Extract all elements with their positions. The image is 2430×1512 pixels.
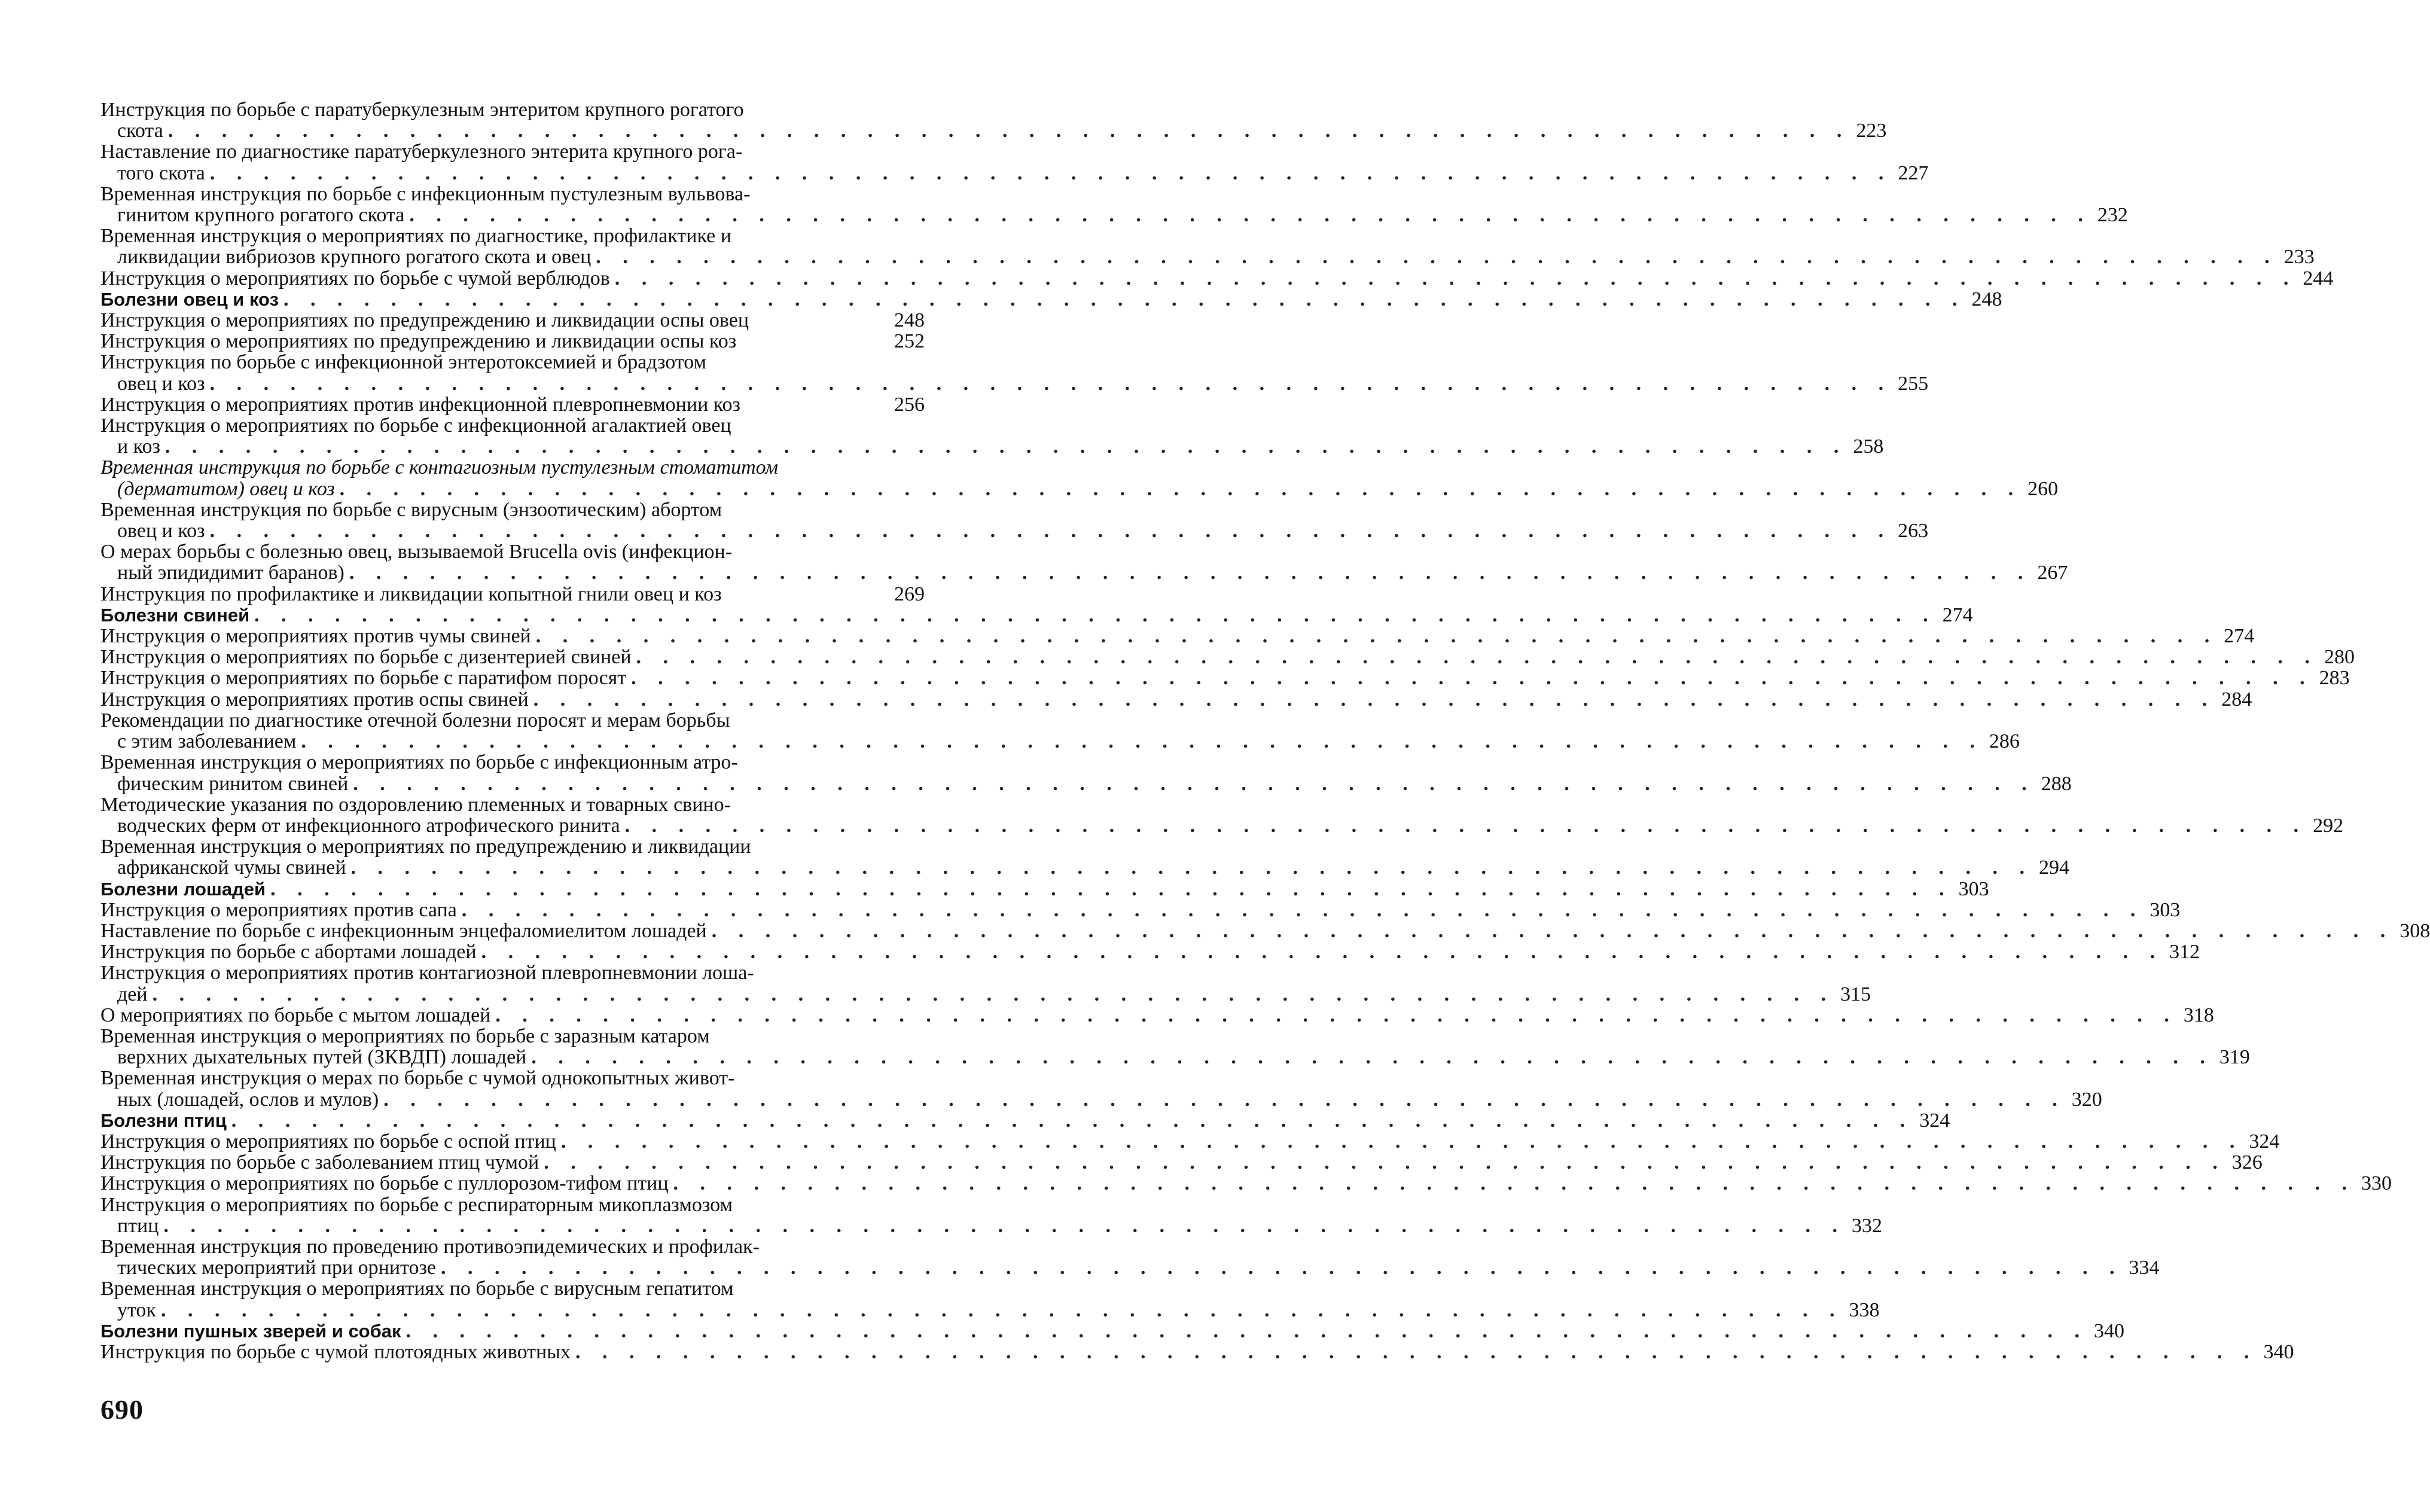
toc-entry-title: Инструкция о мероприятиях по предупреждению и ликвидации оспы овец bbox=[100, 309, 749, 332]
dot-leader: . . . . . . . . . . . . . . . . . . . . . . . . . . . . . . . . . . . . . . . . . . . . . . . . . . . . . . . . . . . . . . . bbox=[531, 1046, 2213, 1069]
section-title: Болезни овец и коз bbox=[100, 288, 279, 310]
toc-page-number: 286 bbox=[1989, 730, 2020, 753]
dot-leader: . . . . . . . . . . . . . . . . . . . . . . . . . . . . . . . . . . . . . . . . . . . . . . . . . . . . . . . . . . . . . . . bbox=[636, 646, 2319, 669]
toc-section-heading bbox=[100, 877, 1989, 900]
toc-page-number: 260 bbox=[2027, 477, 2059, 500]
toc-entry bbox=[100, 541, 2068, 584]
toc-page-number: 248 bbox=[1971, 288, 2002, 310]
toc-page-number: 252 bbox=[894, 330, 925, 353]
toc-entry-title-line: Инструкция о мероприятиях по борьбе с инфекционной агалактией овец bbox=[100, 414, 731, 437]
toc-entry bbox=[100, 646, 2355, 669]
toc-entry-title: Инструкция по борьбе с заболеванием птиц чумой bbox=[100, 1151, 539, 1174]
toc-entry bbox=[100, 688, 2252, 711]
dot-leader: . . . . . . . . . . . . . . . . . . . . . . . . . . . . . . . . . . . . . . . . . . . . . . . . . . . . . . . . . . . . . . . bbox=[349, 562, 2032, 584]
toc-entry bbox=[100, 625, 2255, 648]
dot-leader: . . . . . . . . . . . . . . . . . . . . . . . . . . . . . . . . . . . . . . . . . . . . . . . . . . . . . . . . . . . . . . . bbox=[441, 1257, 2123, 1279]
toc-entry-title-line: Временная инструкция о мерах по борьбе с чумой однокопытных живот- bbox=[100, 1067, 735, 1090]
toc-entry-title: фическим ринитом свиней bbox=[117, 772, 349, 795]
toc-page-number: 244 bbox=[2303, 267, 2334, 289]
dot-leader: . . . . . . . . . . . . . . . . . . . . . . . . . . . . . . . . . . . . . . . . . . . . . . . . . . . . . . . . . . . . . . . bbox=[163, 1214, 1846, 1237]
dot-leader: . . . . . . . . . . . . . . . . . . . . . . . . . . . . . . . . . . . . . . . . . . . . . . . . . . . . . . . . . . . . . . . bbox=[353, 772, 2035, 795]
toc-page-number: 334 bbox=[2129, 1257, 2160, 1279]
toc-entry-title-line: Инструкция о мероприятиях против контагиозной плевропневмонии лоша- bbox=[100, 962, 754, 984]
toc-page-number: 320 bbox=[2071, 1088, 2102, 1111]
toc-entry-title: Инструкция о мероприятиях против сапа bbox=[100, 898, 457, 921]
toc-page-number: 318 bbox=[2183, 1004, 2214, 1026]
toc-entry bbox=[100, 351, 1929, 395]
toc-entry-title-line: Инструкция о мероприятиях по борьбе с респираторным микоплазмозом bbox=[100, 1193, 733, 1216]
dot-leader: . . . . . . . . . . . . . . . . . . . . . . . . . . . . . . . . . . . . . . . . . . . . . . . . . . . . . . . . . . . . . . . bbox=[152, 983, 1835, 1005]
toc-entry-title: африканской чумы свиней bbox=[117, 856, 346, 879]
dot-leader: . . . . . . . . . . . . . . . . . . . . . . . . . . . . . . . . . . . . . . . . . . . . . . . . . . . . . . . . . . . . . . . bbox=[544, 1151, 2226, 1174]
toc-entry-title: О мероприятиях по борьбе с мытом лошадей bbox=[100, 1004, 491, 1026]
dot-leader: . . . . . . . . . . . . . . . . . . . . . . . . . . . . . . . . . . . . . . . . . . . . . . . . . . . . . . . . . . . . . . . bbox=[209, 520, 1892, 542]
toc-entry-title-line: Инструкция по борьбе с паратуберкулезным энтеритом крупного рогатого bbox=[100, 99, 744, 121]
toc-entry bbox=[100, 584, 925, 605]
toc-entry bbox=[100, 1067, 2102, 1111]
dot-leader: . . . . . . . . . . . . . . . . . . . . . . . . . . . . . . . . . . . . . . . . . . . . . . . . . . . . . . . . . . . . . . . bbox=[231, 1109, 1914, 1132]
table-of-contents bbox=[100, 99, 2430, 1363]
toc-page-number: 232 bbox=[2097, 204, 2128, 227]
dot-leader: . . . . . . . . . . . . . . . . . . . . . . . . . . . . . . . . . . . . . . . . . . . . . . . . . . . . . . . . . . . . . . . bbox=[631, 667, 2313, 690]
toc-page-number: 274 bbox=[1942, 603, 1973, 626]
dot-leader: . . . . . . . . . . . . . . . . . . . . . . . . . . . . . . . . . . . . . . . . . . . . . . . . . . . . . . . . . . . . . . . bbox=[596, 246, 2278, 269]
toc-entry-title-line: Временная инструкция по проведению противоэпидемических и профилак- bbox=[100, 1235, 760, 1258]
toc-entry bbox=[100, 1278, 1880, 1321]
toc-entry bbox=[100, 941, 2200, 964]
toc-entry bbox=[100, 225, 2315, 269]
toc-page-number: 288 bbox=[2041, 772, 2072, 795]
toc-page-number: 255 bbox=[1898, 372, 1929, 395]
toc-entry-title: птиц bbox=[117, 1214, 159, 1237]
toc-entry-title-line: Временная инструкция о мероприятиях по борьбе с вирусным гепатитом bbox=[100, 1278, 734, 1300]
toc-page-number: 233 bbox=[2283, 246, 2315, 269]
dot-leader: . . . . . . . . . . . . . . . . . . . . . . . . . . . . . . . . . . . . . . . . . . . . . . . . . . . . . . . . . . . . . . . bbox=[535, 625, 2218, 648]
toc-page-number: 280 bbox=[2324, 646, 2355, 669]
toc-entry bbox=[100, 667, 2350, 690]
dot-leader: . . . . . . . . . . . . . . . . . . . . . . . . . . . . . . . . . . . . . . . . . . . . . . . . . . . . . . . . . . . . . . . bbox=[575, 1340, 2258, 1363]
toc-page-number: 227 bbox=[1898, 161, 1929, 184]
toc-entry bbox=[100, 141, 1929, 184]
toc-entry-title: дей bbox=[117, 983, 148, 1005]
dot-leader: . . . . . . . . . . . . . . . . . . . . . . . . . . . . . . . . . . . . . . . . . . . . . . . . . . . . . . . . . . . . . . . bbox=[160, 1298, 1843, 1321]
section-title: Болезни пушных зверей и собак bbox=[100, 1320, 401, 1342]
toc-entry-title-line: Временная инструкция по борьбе с контагиозным пустулезным стоматитом bbox=[100, 456, 779, 479]
dot-leader: . . . . . . . . . . . . . . . . . . . . . . . . . . . . . . . . . . . . . . . . . . . . . . . . . . . . . . . . . . . . . . . bbox=[339, 477, 2022, 500]
toc-entry-title-line: Рекомендации по диагностике отечной болезни поросят и мерам борьбы bbox=[100, 709, 730, 731]
toc-entry-title-line: Наставление по диагностике паратуберкулезного энтерита крупного рога- bbox=[100, 141, 743, 163]
toc-entry-title: Наставление по борьбе с инфекционным энцефаломиелитом лошадей bbox=[100, 919, 707, 942]
toc-entry bbox=[100, 1340, 2294, 1363]
toc-entry-title-line: Временная инструкция по борьбе с инфекционным пустулезным вульвова- bbox=[100, 182, 751, 205]
toc-page-number: 256 bbox=[894, 393, 925, 416]
toc-entry-title: Инструкция о мероприятиях против инфекционной плевропневмонии коз bbox=[100, 393, 740, 416]
toc-page-number: 284 bbox=[2221, 688, 2252, 711]
toc-page-number: 263 bbox=[1898, 520, 1929, 542]
toc-entry bbox=[100, 310, 925, 331]
toc-section-heading bbox=[100, 603, 1973, 626]
toc-entry-title-line: Временная инструкция о мероприятиях по предупреждению и ликвидации bbox=[100, 836, 751, 858]
toc-page-number: 267 bbox=[2037, 562, 2068, 584]
toc-page-number: 319 bbox=[2219, 1046, 2250, 1069]
page-number: 690 bbox=[100, 1394, 144, 1425]
toc-entry-title-line: Временная инструкция о мероприятиях по борьбе с инфекционным атро- bbox=[100, 751, 738, 774]
toc-entry bbox=[100, 99, 1887, 142]
toc-entry-title: Инструкция о мероприятиях по борьбе с оспой птиц bbox=[100, 1130, 556, 1153]
toc-entry-title-line: Временная инструкция о мероприятиях по борьбе с заразным катаром bbox=[100, 1025, 710, 1047]
toc-page-number: 248 bbox=[894, 309, 925, 332]
toc-section-heading bbox=[100, 288, 2002, 310]
toc-entry bbox=[100, 836, 2070, 879]
toc-entry-title: и коз bbox=[117, 435, 160, 458]
toc-entry bbox=[100, 751, 2072, 795]
toc-entry bbox=[100, 919, 2430, 942]
toc-entry-title: Инструкция о мероприятиях по борьбе с паратифом поросят bbox=[100, 667, 627, 690]
toc-page-number: 303 bbox=[1958, 877, 1989, 900]
toc-entry bbox=[100, 709, 2020, 753]
dot-leader: . . . . . . . . . . . . . . . . . . . . . . . . . . . . . . . . . . . . . . . . . . . . . . . . . . . . . . . . . . . . . . . bbox=[481, 941, 2164, 964]
toc-entry-title: Инструкция о мероприятиях по борьбе с пуллорозом-тифом птиц bbox=[100, 1172, 669, 1195]
toc-entry bbox=[100, 267, 2334, 289]
toc-entry-title-line: О мерах борьбы с болезнью овец, вызываемой Brucella ovis (инфекцион- bbox=[100, 541, 733, 563]
toc-entry-title-line: Методические указания по оздоровлению племенных и товарных свино- bbox=[100, 793, 731, 816]
dot-leader: . . . . . . . . . . . . . . . . . . . . . . . . . . . . . . . . . . . . . . . . . . . . . . . . . . . . . . . . . . . . . . . bbox=[209, 372, 1892, 395]
toc-entry bbox=[100, 1025, 2250, 1069]
dot-leader: . . . . . . . . . . . . . . . . . . . . . . . . . . . . . . . . . . . . . . . . . . . . . . . . . . . . . . . . . . . . . . . bbox=[409, 204, 2091, 227]
section-title: Болезни лошадей bbox=[100, 878, 266, 900]
toc-entry bbox=[100, 498, 1929, 542]
toc-page-number: 269 bbox=[894, 583, 925, 605]
toc-entry-title-line: Временная инструкция по борьбе с вирусным (энзоотическим) абортом bbox=[100, 498, 722, 521]
dot-leader: . . . . . . . . . . . . . . . . . . . . . . . . . . . . . . . . . . . . . . . . . . . . . . . . . . . . . . . . . . . . . . . bbox=[301, 730, 1983, 753]
toc-entry-title: гинитом крупного рогатого скота bbox=[117, 204, 405, 227]
dot-leader: . . . . . . . . . . . . . . . . . . . . . . . . . . . . . . . . . . . . . . . . . . . . . . . . . . . . . . . . . . . . . . . bbox=[350, 856, 2033, 879]
toc-entry-title: Инструкция о мероприятиях по борьбе с дизентерией свиней bbox=[100, 646, 632, 669]
toc-entry-title: овец и коз bbox=[117, 372, 205, 395]
toc-entry-title: Инструкция о мероприятиях по борьбе с чумой верблюдов bbox=[100, 267, 610, 289]
toc-section-heading bbox=[100, 1109, 1950, 1132]
toc-entry-title: Инструкция по профилактике и ликвидации копытной гнили овец и коз bbox=[100, 583, 722, 605]
toc-entry-title: скота bbox=[117, 120, 163, 142]
toc-page-number: 340 bbox=[2263, 1340, 2294, 1363]
toc-entry bbox=[100, 1004, 2214, 1026]
dot-leader: . . . . . . . . . . . . . . . . . . . . . . . . . . . . . . . . . . . . . . . . . . . . . . . . . . . . . . . . . . . . . . . bbox=[673, 1172, 2356, 1195]
dot-leader: . . . . . . . . . . . . . . . . . . . . . . . . . . . . . . . . . . . . . . . . . . . . . . . . . . . . . . . . . . . . . . . bbox=[167, 120, 1850, 142]
dot-leader: . . . . . . . . . . . . . . . . . . . . . . . . . . . . . . . . . . . . . . . . . . . . . . . . . . . . . . . . . . . . . . . bbox=[209, 161, 1892, 184]
toc-entry-title: водческих ферм от инфекционного атрофического ринита bbox=[117, 814, 620, 837]
toc-entry-title: уток bbox=[117, 1298, 156, 1321]
toc-entry-title: овец и коз bbox=[117, 520, 205, 542]
toc-entry bbox=[100, 331, 925, 352]
toc-page-number: 292 bbox=[2313, 814, 2344, 837]
dot-leader: . . . . . . . . . . . . . . . . . . . . . . . . . . . . . . . . . . . . . . . . . . . . . . . . . . . . . . . . . . . . . . . bbox=[164, 435, 1847, 458]
toc-entry-title: (дерматитом) овец и коз bbox=[117, 477, 335, 500]
toc-entry bbox=[100, 962, 1871, 1005]
dot-leader: . . . . . . . . . . . . . . . . . . . . . . . . . . . . . . . . . . . . . . . . . . . . . . . . . . . . . . . . . . . . . . . bbox=[283, 288, 1966, 310]
dot-leader: . . . . . . . . . . . . . . . . . . . . . . . . . . . . . . . . . . . . . . . . . . . . . . . . . . . . . . . . . . . . . . . bbox=[405, 1319, 2088, 1342]
section-title: Болезни свиней bbox=[100, 604, 250, 626]
section-title: Болезни птиц bbox=[100, 1109, 227, 1131]
toc-section-heading bbox=[100, 1319, 2125, 1342]
toc-entry-title: ликвидации вибриозов крупного рогатого скота и овец bbox=[117, 246, 592, 269]
toc-entry bbox=[100, 793, 2344, 837]
toc-entry-title: Инструкция о мероприятиях по предупреждению и ликвидации оспы коз bbox=[100, 330, 737, 353]
toc-page-number: 294 bbox=[2039, 856, 2070, 879]
toc-entry-title: Инструкция о мероприятиях против оспы свиней bbox=[100, 688, 529, 711]
toc-page-number: 326 bbox=[2231, 1151, 2263, 1174]
toc-entry-title: тических мероприятий при орнитозе bbox=[117, 1257, 436, 1279]
toc-page-number: 340 bbox=[2094, 1319, 2125, 1342]
toc-page-number: 303 bbox=[2150, 898, 2181, 921]
toc-page-number: 330 bbox=[2361, 1172, 2392, 1195]
toc-page-number: 324 bbox=[1919, 1109, 1950, 1132]
dot-leader: . . . . . . . . . . . . . . . . . . . . . . . . . . . . . . . . . . . . . . . . . . . . . . . . . . . . . . . . . . . . . . . bbox=[254, 603, 1937, 626]
toc-entry bbox=[100, 1151, 2263, 1174]
toc-entry-title: Инструкция по борьбе с чумой плотоядных животных bbox=[100, 1340, 571, 1363]
toc-page-number: 308 bbox=[2399, 919, 2430, 942]
toc-entry bbox=[100, 1172, 2392, 1195]
toc-page-number: 332 bbox=[1851, 1214, 1882, 1237]
toc-page-number: 258 bbox=[1853, 435, 1884, 458]
dot-leader: . . . . . . . . . . . . . . . . . . . . . . . . . . . . . . . . . . . . . . . . . . . . . . . . . . . . . . . . . . . . . . . bbox=[495, 1004, 2178, 1026]
toc-entry-title: ных (лошадей, ослов и мулов) bbox=[117, 1088, 379, 1111]
toc-page-number: 223 bbox=[1856, 120, 1887, 142]
toc-entry-title-line: Временная инструкция о мероприятиях по диагностике, профилактике и bbox=[100, 225, 731, 248]
toc-page-number: 312 bbox=[2169, 941, 2200, 964]
toc-entry bbox=[100, 456, 2059, 500]
dot-leader: . . . . . . . . . . . . . . . . . . . . . . . . . . . . . . . . . . . . . . . . . . . . . . . . . . . . . . . . . . . . . . . bbox=[270, 877, 1953, 900]
dot-leader: . . . . . . . . . . . . . . . . . . . . . . . . . . . . . . . . . . . . . . . . . . . . . . . . . . . . . . . . . . . . . . . bbox=[614, 267, 2297, 289]
toc-entry-title: с этим заболеванием bbox=[117, 730, 297, 753]
toc-page-number: 324 bbox=[2249, 1130, 2280, 1153]
toc-entry bbox=[100, 898, 2181, 921]
dot-leader: . . . . . . . . . . . . . . . . . . . . . . . . . . . . . . . . . . . . . . . . . . . . . . . . . . . . . . . . . . . . . . . bbox=[383, 1088, 2066, 1111]
dot-leader: . . . . . . . . . . . . . . . . . . . . . . . . . . . . . . . . . . . . . . . . . . . . . . . . . . . . . . . . . . . . . . . bbox=[461, 898, 2144, 921]
toc-entry bbox=[100, 394, 925, 415]
toc-entry-title: того скота bbox=[117, 161, 205, 184]
toc-entry bbox=[100, 1235, 2160, 1279]
toc-entry bbox=[100, 182, 2128, 227]
toc-entry-title: Инструкция о мероприятиях против чумы свиней bbox=[100, 625, 531, 648]
dot-leader: . . . . . . . . . . . . . . . . . . . . . . . . . . . . . . . . . . . . . . . . . . . . . . . . . . . . . . . . . . . . . . . bbox=[711, 919, 2394, 942]
toc-page-number: 283 bbox=[2319, 667, 2350, 690]
dot-leader: . . . . . . . . . . . . . . . . . . . . . . . . . . . . . . . . . . . . . . . . . . . . . . . . . . . . . . . . . . . . . . . bbox=[624, 814, 2307, 837]
toc-entry bbox=[100, 414, 1884, 458]
toc-entry-title-line: Инструкция по борьбе с инфекционной энтеротоксемией и брадзотом bbox=[100, 351, 707, 374]
dot-leader: . . . . . . . . . . . . . . . . . . . . . . . . . . . . . . . . . . . . . . . . . . . . . . . . . . . . . . . . . . . . . . . bbox=[533, 688, 2216, 711]
toc-entry bbox=[100, 1193, 1882, 1237]
toc-page-number: 274 bbox=[2224, 625, 2255, 648]
toc-page-number: 315 bbox=[1840, 983, 1871, 1005]
toc-entry-title: Инструкция по борьбе с абортами лошадей bbox=[100, 941, 477, 964]
dot-leader: . . . . . . . . . . . . . . . . . . . . . . . . . . . . . . . . . . . . . . . . . . . . . . . . . . . . . . . . . . . . . . . bbox=[560, 1130, 2243, 1153]
toc-page-number: 338 bbox=[1849, 1298, 1880, 1321]
toc-entry-title: ный эпидидимит баранов) bbox=[117, 562, 344, 584]
toc-entry-title: верхних дыхательных путей (ЗКВДП) лошадей bbox=[117, 1046, 527, 1069]
toc-entry bbox=[100, 1130, 2280, 1153]
